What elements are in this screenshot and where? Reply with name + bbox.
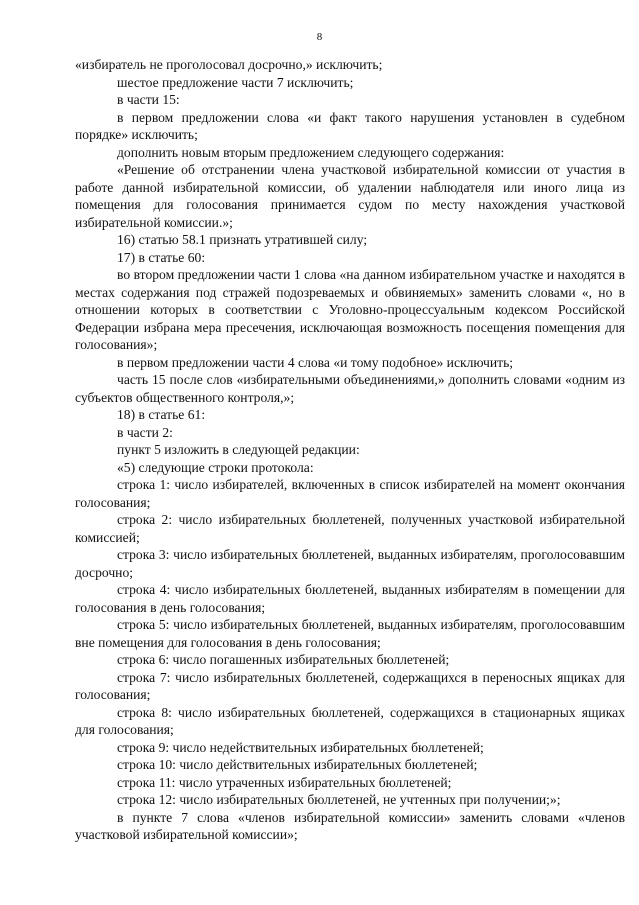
paragraph: в первом предложении слова «и факт такого нарушения установлен в судебном порядке» исключить;	[75, 109, 625, 142]
paragraph: строка 2: число избирательных бюллетеней, полученных участковой избирательной комиссией;	[75, 512, 625, 545]
paragraph: пункт 5 изложить в следующей редакции:	[117, 442, 360, 457]
document-body	[75, 56, 625, 844]
paragraph: в первом предложении части 4 слова «и тому подобное» исключить;	[117, 354, 514, 370]
paragraph: 17) в статье 60:	[117, 249, 206, 265]
paragraph: шестое предложение части 7 исключить;	[117, 74, 354, 90]
paragraph: строка 9: число недействительных избирательных бюллетеней;	[117, 739, 484, 755]
paragraph: строка 6: число погашенных избирательных бюллетеней;	[117, 652, 450, 667]
paragraph: в пункте 7 слова «членов избирательной комиссии» заменить словами «членов участковой избирательной комиссии»;	[75, 809, 625, 842]
paragraph: во втором предложении части 1 слова «на данном избирательном участке и находятся в местах содержания под стражей подозреваемых и обвиняемых» заменить словами «, но в отношении которых в соответствии с Уголовно-процессуальным кодексом Российской Федерации избрана мера пресечения, исключающая возможность посещения помещения для голосования»;	[75, 267, 625, 352]
paragraph: «5) следующие строки протокола:	[117, 459, 314, 475]
paragraph: 16) статью 58.1 признать утратившей силу;	[117, 232, 368, 247]
paragraph: в части 15:	[117, 92, 180, 107]
page-number: 8	[316, 31, 323, 43]
paragraph: строка 5: число избирательных бюллетеней, выданных избирателям, проголосовавшим вне помещения для голосования в день голосования;	[75, 617, 625, 650]
paragraph: «избиратель не проголосовал досрочно,» исключить;	[75, 57, 383, 72]
paragraph: строка 7: число избирательных бюллетеней, содержащихся в переносных ящиках для голосования;	[75, 669, 625, 702]
paragraph: строка 4: число избирательных бюллетеней, выданных избирателям в помещении для голосования в день голосования;	[75, 582, 625, 615]
paragraph: строка 11: число утраченных избирательных бюллетеней;	[117, 774, 452, 790]
paragraph: строка 8: число избирательных бюллетеней, содержащихся в стационарных ящиках для голосования;	[75, 704, 625, 737]
paragraph: дополнить новым вторым предложением следующего содержания:	[117, 144, 505, 160]
paragraph: строка 12: число избирательных бюллетеней, не учтенных при получении;»;	[117, 792, 561, 807]
paragraph: в части 2:	[117, 424, 173, 440]
paragraph: «Решение об отстранении члена участковой избирательной комиссии от участия в работе данной избирательной комиссии, об удалении наблюдателя или иного лица из помещения для голосования принимается судом по месту нахождения участковой избирательной комиссии.»;	[75, 162, 625, 230]
paragraph: строка 1: число избирателей, включенных в список избирателей на момент окончания голосования;	[75, 477, 625, 510]
paragraph: часть 15 после слов «избирательными объединениями,» дополнить словами «одним из субъектов общественного контроля,»;	[75, 372, 625, 405]
paragraph: 18) в статье 61:	[117, 407, 206, 422]
paragraph: строка 10: число действительных избирательных бюллетеней;	[117, 757, 478, 772]
paragraph: строка 3: число избирательных бюллетеней, выданных избирателям, проголосовавшим досрочно;	[75, 547, 625, 580]
